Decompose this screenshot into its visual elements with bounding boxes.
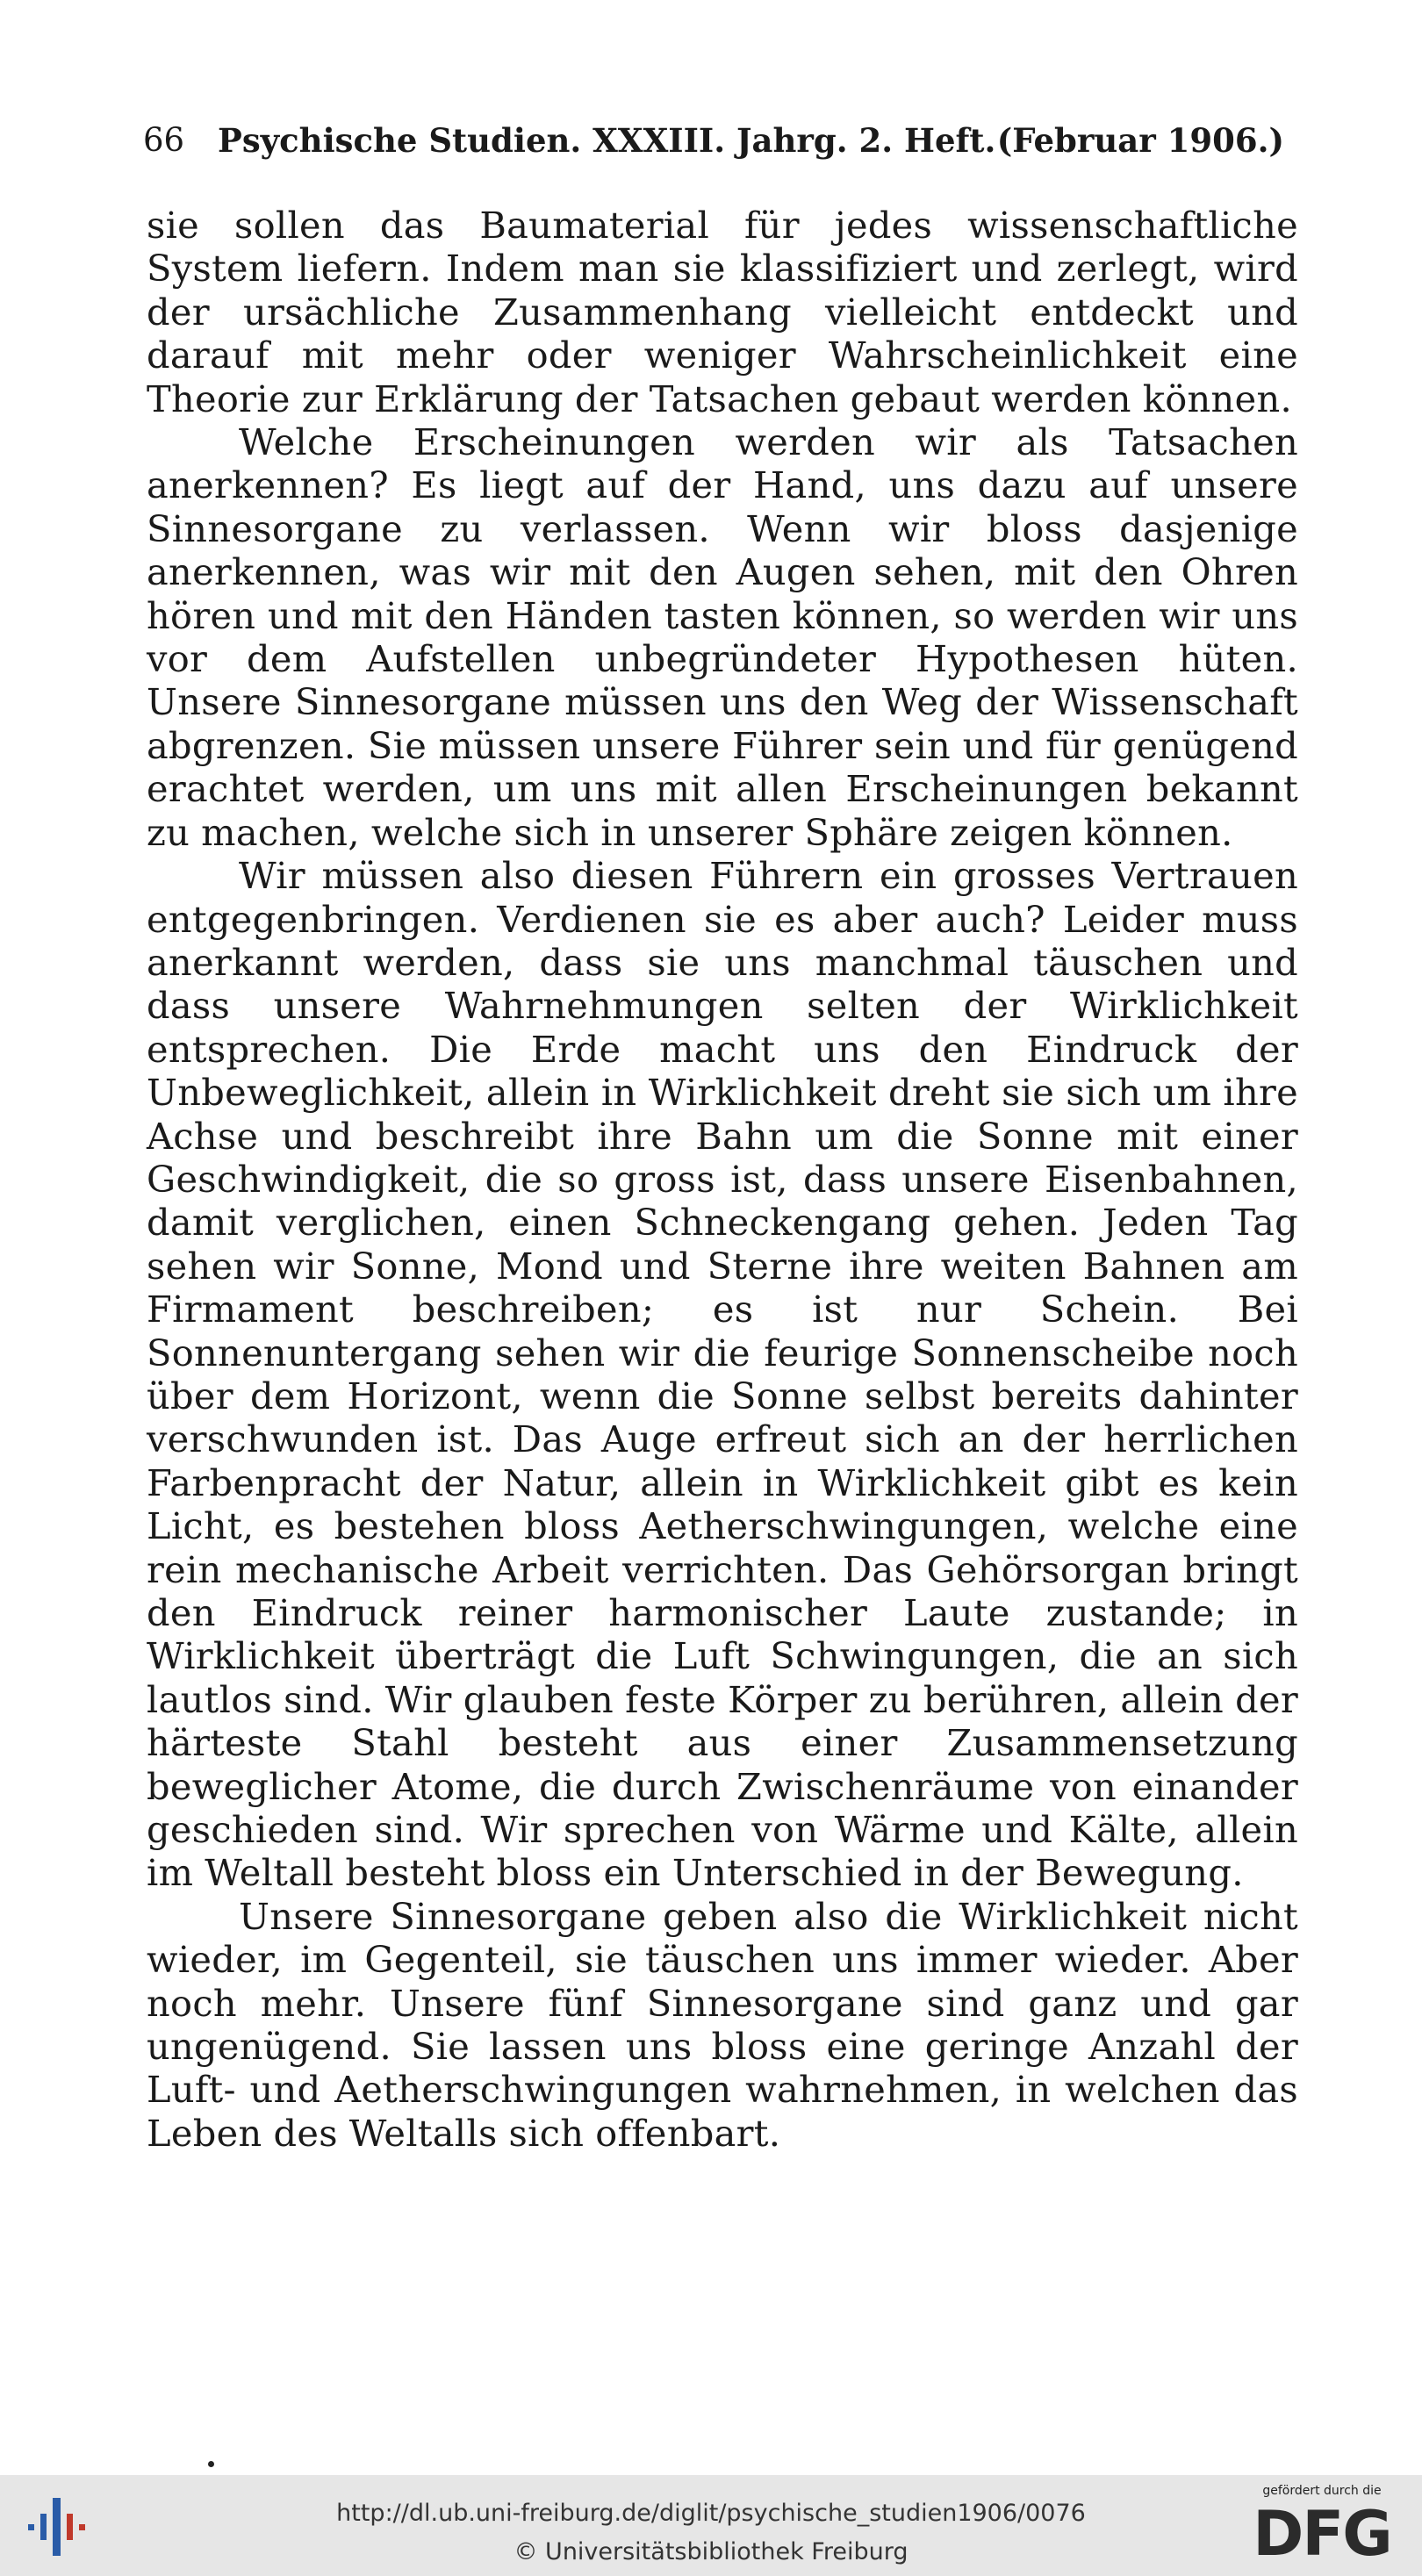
dfg-caption: gefördert durch die <box>1262 2484 1382 2498</box>
journal-title: Psychische Studien. XXXIII. Jahrg. 2. Heft. <box>218 121 996 160</box>
copyright-notice: © Universitätsbibliothek Freiburg <box>514 2538 908 2565</box>
page-number: 66 <box>143 121 185 159</box>
issue-date: (Februar 1906.) <box>996 121 1284 160</box>
running-head <box>143 114 1284 167</box>
stray-mark <box>208 2461 214 2467</box>
viewer-footer <box>0 2475 1422 2576</box>
paragraph-4: Unsere Sinnesorgane geben also die Wirklichkeit nicht wieder, im Gegenteil, sie täuschen uns immer wieder. Aber noch mehr. Unsere fünf Sinnesorgane sind ganz und gar ungenügend. Sie lassen uns bloss eine geringe Anzahl der Luft- und Aetherschwingungen wahrnehmen, in welchen das Leben des Weltalls sich offenbart. <box>147 1894 1298 2155</box>
dfg-mark: DFG <box>1253 2498 1391 2570</box>
body-text <box>147 204 1298 2155</box>
paragraph-3: Wir müssen also diesen Führern ein grosses Vertrauen entgegenbringen. Verdienen sie es aber auch? Leider muss anerkannt werden, dass sie uns manchmal täuschen und dass unsere Wahrnehmungen selten der Wirklichkeit entsprechen. Die Erde macht uns den Eindruck der Unbeweglichkeit, allein in Wirklichkeit dreht sie sich um ihre Achse und beschreibt ihre Bahn um die Sonne mit einer Geschwindigkeit, die so gross ist, dass unsere Eisenbahnen, damit verglichen, einen Schneckengang gehen. Jeden Tag sehen wir Sonne, Mond und Sterne ihre weiten Bahnen am Firmament beschreiben; es ist nur Schein. Bei Sonnenuntergang sehen wir die feurige Sonnenscheibe noch über dem Horizont, wenn die Sonne selbst bereits dahinter verschwunden ist. Das Auge erfreut sich an der herrlichen Farbenpracht der Natur, allein in Wirklichkeit gibt es kein Licht, es bestehen bloss Aetherschwingungen, welche eine rein mechanische Arbeit verrichten. Das Gehörsorgan bringt den Eindruck reiner harmonischer Laute zustande; in Wirklichkeit überträgt die Luft Schwingungen, die an sich lautlos sind. Wir glauben feste Körper zu berühren, allein der härteste Stahl besteht aus einer Zusammensetzung beweglicher Atome, die durch Zwischenräume von einander geschieden sind. Wir sprechen von Wärme und Kälte, allein im Weltall besteht bloss ein Unterschied in der Bewegung. <box>147 854 1298 1895</box>
dfg-logo[interactable] <box>1234 2484 1410 2572</box>
paragraph-2: Welche Erscheinungen werden wir als Tatsachen anerkennen? Es liegt auf der Hand, uns dazu auf unsere Sinnesorgane zu verlassen. Wenn wir bloss dasjenige anerkennen, was wir mit den Augen sehen, mit den Ohren hören und mit den Händen tasten können, so werden wir uns vor dem Aufstellen unbegründeter Hypothesen hüten. Unsere Sinnesorgane müssen uns den Weg der Wissenschaft abgrenzen. Sie müssen unsere Führer sein und für genügend erachtet werden, um uns mit allen Erscheinungen bekannt zu machen, welche sich in unserer Sphäre zeigen können. <box>147 420 1298 854</box>
paragraph-1: sie sollen das Baumaterial für jedes wissenschaftliche System liefern. Indem man sie klassifiziert und zerlegt, wird der ursächliche Zusammenhang vielleicht entdeckt und darauf mit mehr oder weniger Wahrscheinlichkeit eine Theorie zur Erklärung der Tatsachen gebaut werden können. <box>147 204 1298 420</box>
document-url[interactable]: http://dl.ub.uni-freiburg.de/diglit/psychische_studien1906/0076 <box>336 2500 1086 2527</box>
